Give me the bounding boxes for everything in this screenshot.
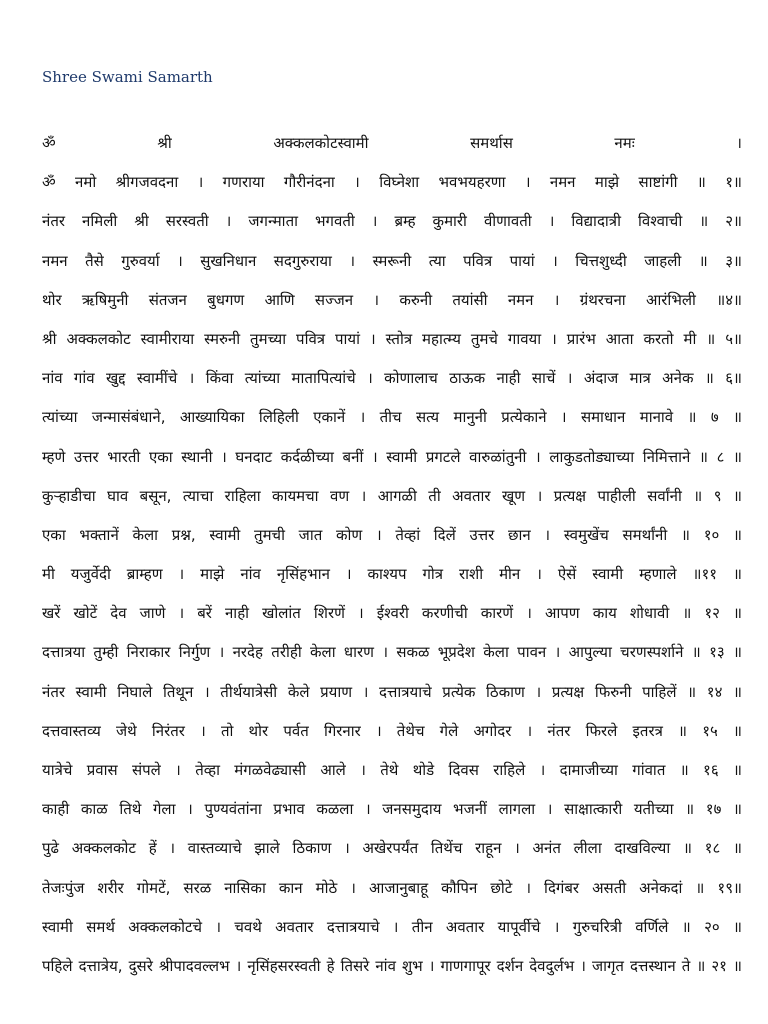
verse-line: यात्रेचे प्रवास संपले । तेव्हा मंगळवेढ्यासी आले । तेथे थोडे दिवस राहिले । दामाजीच्या गांवात ॥ १६ ॥ xyxy=(42,761,742,779)
verse-line: त्यांच्या जन्मासंबंधाने, आख्यायिका लिहिली एकानें । तीच सत्य मानुनी प्रत्येकाने । समाधान मानावे ॥ ७ ॥ xyxy=(42,408,742,427)
verse-line: नंतर स्वामी निघाले तिथून । तीर्थयात्रेसी केले प्रयाण । दत्तात्रयाचे प्रत्येक ठिकाण । प्रत्यक्ष फिरुनी पाहिलें ॥ १४ ॥ xyxy=(42,682,742,701)
verse-line: पुढे अक्कलकोट हें । वास्तव्याचे झाले ठिकाण । अखेरपर्यंत तिथेंच राहून । अनंत लीला दाखविल्या ॥ १८ ॥ xyxy=(42,839,742,858)
verse-line: ॐ श्री अक्कलकोटस्वामी समर्थास नमः । xyxy=(42,134,742,152)
page-header: Shree Swami Samarth xyxy=(42,68,213,86)
verse-line: नंतर नमिली श्री सरस्वती । जगन्माता भगवती । ब्रम्ह कुमारी वीणावती । विद्यादात्री विश्वाची ॥ २॥ xyxy=(42,212,742,231)
verse-line: ॐ नमो श्रीगजवदना । गणराया गौरीनंदना । विघ्नेशा भवभयहरणा । नमन माझे साष्टांगी ॥ १॥ xyxy=(42,173,742,192)
verse-line: काही काळ तिथे गेला । पुण्यवंतांना प्रभाव कळला । जनसमुदाय भजनीं लागला । साक्षात्कारी यतीच्या ॥ १७ ॥ xyxy=(42,800,742,819)
verse-line: तेजःपुंज शरीर गोमटें, सरळ नासिका कान मोठे । आजानुबाहू कौपिन छोटे । दिगंबर असती अनेकदां ॥ १९॥ xyxy=(42,878,742,897)
verse-block xyxy=(42,124,742,986)
verse-line: एका भक्तानें केला प्रश्न, स्वामी तुमची जात कोण । तेव्हां दिलें उत्तर छान । स्वमुखेंच समर्थांनी ॥ १० ॥ xyxy=(42,525,742,544)
verse-line: नमन तैसे गुरुवर्या । सुखनिधान सदगुरुराया । स्मरूनी त्या पवित्र पायां । चित्तशुध्दी जाहली ॥ ३॥ xyxy=(42,251,742,270)
verse-line: थोर ऋषिमुनी संतजन बुधगण आणि सज्जन । करुनी तयांसी नमन । ग्रंथरचना आरंभिली ॥४॥ xyxy=(42,290,742,309)
verse-line: म्हणे उत्तर भारती एका स्थानी । घनदाट कर्दळीच्या बनीं । स्वामी प्रगटले वारुळांतुनी । लाकुडतोड्याच्या निमित्ताने ॥ ८ ॥ xyxy=(42,447,742,466)
verse-line: स्वामी समर्थ अक्कलकोटचे । चवथे अवतार दत्तात्रयाचे । तीन अवतार यापूर्वीचे । गुरुचरित्री वर्णिले ॥ २० ॥ xyxy=(42,917,742,936)
verse-line: नांव गांव खुद्द स्वामींचे । किंवा त्यांच्या मातापित्यांचे । कोणालाच ठाऊक नाही साचें । अंदाज मात्र अनेक ॥ ६॥ xyxy=(42,369,742,388)
verse-line: कुऱ्हाडीचा घाव बसून, त्याचा राहिला कायमचा वण । आगळी ती अवतार खूण । प्रत्यक्ष पाहीली सर्वांनी ॥ ९ ॥ xyxy=(42,486,742,505)
verse-line: पहिले दत्तात्रेय, दुसरे श्रीपादवल्लभ । नृसिंहसरस्वती हे तिसरे नांव शुभ । गाणगापूर दर्शन देवदुर्लभ । जागृत दत्तस्थान ते ॥ २१ ॥ xyxy=(42,956,742,975)
verse-line: मी यजुर्वेदी ब्राम्हण । माझे नांव नृसिंहभान । काश्यप गोत्र राशी मीन । ऐसें स्वामी म्हणाले ॥११ ॥ xyxy=(42,565,742,584)
verse-line: दत्तात्रया तुम्ही निराकार निर्गुण । नरदेह तरीही केला धारण । सकळ भूप्रदेश केला पावन । आपुल्या चरणस्पर्शाने ॥ १३ ॥ xyxy=(42,643,742,662)
verse-line: श्री अक्कलकोट स्वामीराया स्मरुनी तुमच्या पवित्र पायां । स्तोत्र महात्म्य तुमचे गावया । प्रारंभ आता करतो मी ॥ ५॥ xyxy=(42,329,742,348)
verse-line: दत्तवास्तव्य जेथे निरंतर । तो थोर पर्वत गिरनार । तेथेच गेले अगोदर । नंतर फिरले इतरत्र ॥ १५ ॥ xyxy=(42,721,742,740)
verse-line: खरें खोटें देव जाणे । बरें नाही खोलांत शिरणें । ईश्वरी करणीची कारणें । आपण काय शोधावी ॥ १२ ॥ xyxy=(42,604,742,623)
